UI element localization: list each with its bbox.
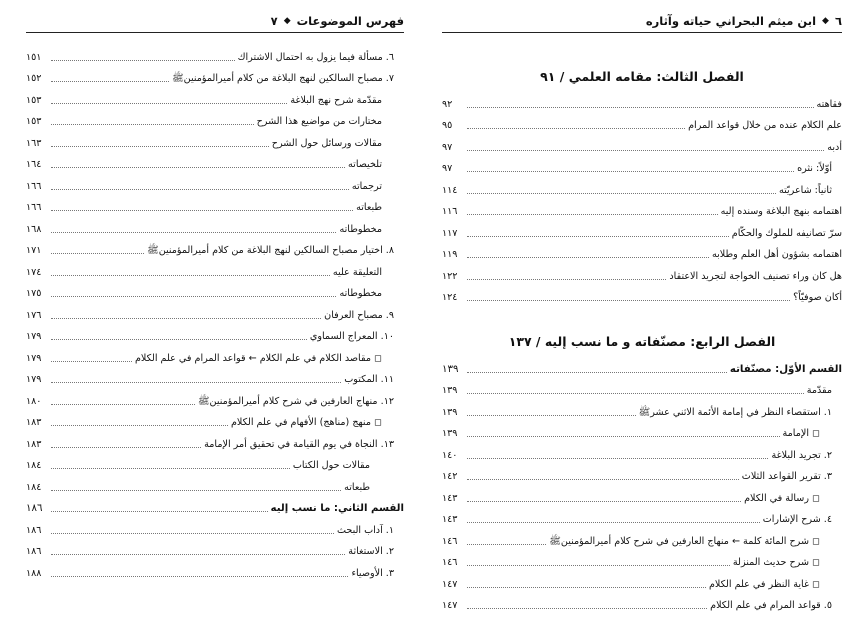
right-page-number: ٦ xyxy=(834,14,842,28)
toc-entry[interactable] xyxy=(442,591,842,613)
left-page xyxy=(26,0,404,639)
toc-entry-page: ١١٦ xyxy=(442,206,458,217)
dot-leader xyxy=(467,393,804,394)
dot-leader xyxy=(51,361,132,362)
left-toc xyxy=(26,42,404,580)
toc-entry[interactable] xyxy=(442,548,842,570)
toc-entry[interactable] xyxy=(442,197,842,219)
dot-leader xyxy=(467,458,768,459)
ornament-icon: ◆ xyxy=(822,16,829,26)
toc-entry-title: ثانياً: شاعريّته xyxy=(778,184,832,196)
toc-entry-page: ١١٧ xyxy=(442,227,458,239)
toc-entry-title: ٤. شرح الإشارات xyxy=(762,514,832,525)
toc-entry-title: ٩. مصباح العرفان xyxy=(324,309,394,321)
toc-entry-page: ١٤٣ xyxy=(442,514,458,525)
toc-entry[interactable] xyxy=(442,440,842,462)
toc-entry-page: ١١٤ xyxy=(442,184,458,196)
toc-entry[interactable] xyxy=(26,451,404,473)
toc-entry-page: ١٣٩ xyxy=(442,363,459,375)
dot-leader xyxy=(51,275,330,276)
toc-entry[interactable] xyxy=(442,132,842,154)
toc-entry-title: ٢. تجريد البلاغة xyxy=(771,449,832,461)
toc-entry[interactable] xyxy=(26,85,404,107)
toc-entry-page: ١٤٢ xyxy=(442,471,458,482)
right-header-title: ابن ميثم البحراني حياته وآثاره xyxy=(645,14,817,28)
dot-leader xyxy=(51,447,201,448)
toc-entry[interactable] xyxy=(442,261,842,283)
toc-entry-page: ١٣٩ xyxy=(442,428,458,439)
dot-leader xyxy=(467,128,685,129)
toc-entry-title: ◻ منهج (مناهج) الأفهام في علم الكلام xyxy=(230,417,382,428)
dot-leader xyxy=(51,468,290,469)
toc-entry-title: أدبه xyxy=(827,141,842,153)
toc-entry-title: التعليقة عليه xyxy=(332,266,382,278)
toc-entry[interactable] xyxy=(26,537,404,559)
toc-entry-title: فقاهته xyxy=(816,98,842,110)
dot-leader xyxy=(467,107,814,108)
toc-entry-title: مقدّمة xyxy=(806,385,832,396)
toc-entry-page: ١٨٣ xyxy=(26,438,42,450)
dot-leader xyxy=(51,124,254,125)
toc-entry[interactable] xyxy=(26,214,404,236)
toc-entry[interactable] xyxy=(442,283,842,305)
toc-entry[interactable] xyxy=(26,343,404,365)
dot-leader xyxy=(51,490,341,491)
dot-leader xyxy=(467,587,706,588)
toc-entry-page: ١٥٣ xyxy=(26,94,42,106)
toc-entry-page: ١٥١ xyxy=(26,51,42,63)
dot-leader xyxy=(467,501,741,502)
dot-leader xyxy=(51,232,336,233)
toc-entry[interactable] xyxy=(26,515,404,537)
dot-leader xyxy=(51,60,235,61)
toc-entry[interactable] xyxy=(26,42,404,64)
toc-entry[interactable] xyxy=(26,236,404,258)
toc-entry-title: القسم الأوّل: مصنّفاته xyxy=(729,363,842,375)
toc-entry-title: مقالات حول الكتاب xyxy=(292,460,370,471)
toc-entry-page: ١٥٢ xyxy=(26,73,42,84)
toc-entry-title: مختارات من مواضيع هذا الشرح xyxy=(256,116,382,127)
dot-leader xyxy=(467,236,729,237)
toc-entry-title: مخطوطاته xyxy=(339,288,382,299)
toc-entry[interactable] xyxy=(26,128,404,150)
left-header-title: فهرس الموضوعات xyxy=(296,14,404,28)
toc-entry-title: ◻ شرح المائة كلمة ← منهاج العارفين في شرح كلام أميرالمؤمنينﷺ xyxy=(549,535,820,547)
toc-entry-title: تلخيصاته xyxy=(348,159,382,170)
toc-entry[interactable] xyxy=(26,64,404,86)
toc-entry[interactable] xyxy=(26,279,404,301)
dot-leader xyxy=(51,103,287,104)
toc-entry-page: ١٧٥ xyxy=(26,288,42,299)
dot-leader xyxy=(51,404,195,405)
dot-leader xyxy=(467,479,739,480)
toc-entry-title: ◻ غاية النظر في علم الكلام xyxy=(708,578,820,590)
dot-leader xyxy=(51,425,228,426)
toc-entry-page: ١٣٩ xyxy=(442,406,458,418)
toc-entry-title: ◻ شرح حديث المنزلة xyxy=(732,557,820,568)
toc-entry-page: ١٤٧ xyxy=(442,600,458,611)
toc-entry-page: ١٨٨ xyxy=(26,567,42,579)
toc-entry-title: مقدّمة شرح نهج البلاغة xyxy=(290,94,382,106)
toc-entry-title: ٦. مسألة فيما يزول به احتمال الاشتراك xyxy=(237,51,394,63)
toc-entry-title: أوّلاً: نثره xyxy=(797,163,832,174)
toc-entry-title: ◻ الإمامة xyxy=(782,428,820,439)
toc-entry[interactable] xyxy=(26,365,404,387)
ornament-icon: ◆ xyxy=(283,16,291,26)
toc-entry[interactable] xyxy=(442,569,842,591)
chapter-heading: الفصل الرابع: مصنّفاته و ما نسب إليه / ١٣٧ xyxy=(508,334,776,349)
toc-entry-title: ◻ مقاصد الكلام في علم الكلام ← قواعد المرام في علم الكلام xyxy=(134,352,382,364)
dot-leader xyxy=(467,544,546,545)
toc-entry-title: القسم الثاني: ما نسب إليه xyxy=(270,503,404,514)
dot-leader xyxy=(51,253,144,254)
toc-entry[interactable] xyxy=(26,386,404,408)
dot-leader xyxy=(51,146,269,147)
right-page xyxy=(442,0,842,639)
toc-entry[interactable] xyxy=(442,505,842,527)
toc-entry-page: ٩٧ xyxy=(442,141,453,153)
dot-leader xyxy=(467,171,794,172)
left-page-number: ٧ xyxy=(270,14,278,28)
toc-entry-page: ١٨٦ xyxy=(26,503,43,514)
dot-leader xyxy=(467,279,666,280)
dot-leader xyxy=(467,193,776,194)
toc-entry-title: اهتمامه بشؤون أهل العلم وطلابه xyxy=(711,249,842,260)
toc-entry-page: ١٧٩ xyxy=(26,374,42,385)
toc-entry[interactable] xyxy=(442,354,842,376)
toc-entry[interactable] xyxy=(442,111,842,133)
toc-entry[interactable] xyxy=(26,150,404,172)
right-running-head xyxy=(442,10,842,33)
dot-leader xyxy=(467,300,790,301)
dot-leader xyxy=(51,382,341,383)
left-running-head xyxy=(26,10,404,33)
toc-entry[interactable] xyxy=(26,494,404,516)
toc-entry[interactable] xyxy=(26,257,404,279)
toc-entry-page: ٩٧ xyxy=(442,163,453,174)
toc-entry-page: ١٧٦ xyxy=(26,309,42,321)
dot-leader xyxy=(51,210,353,211)
toc-entry-page: ١٤٧ xyxy=(442,578,458,590)
toc-entry-page: ١٤٦ xyxy=(442,535,458,547)
toc-entry-page: ١٦٣ xyxy=(26,137,42,149)
toc-entry-title: ١٢. منهاج العارفين في شرح كلام أميرالمؤمنينﷺ xyxy=(197,395,394,407)
toc-entry-title: مقالات ورسائل حول الشرح xyxy=(271,137,382,149)
toc-entry-page: ١٨٠ xyxy=(26,395,42,407)
toc-entry[interactable] xyxy=(442,376,842,398)
toc-entry-page: ١٧٩ xyxy=(26,331,42,342)
toc-entry-title: ترجماته xyxy=(351,180,382,192)
toc-entry-title: ٣. الأوصياء xyxy=(351,567,394,579)
dot-leader xyxy=(51,533,334,534)
toc-entry-title: ١١. المكتوب xyxy=(344,374,394,385)
dot-leader xyxy=(51,318,321,319)
toc-entry-page: ١٨٤ xyxy=(26,481,42,493)
toc-entry-page: ١٢٤ xyxy=(442,292,458,303)
toc-entry-title: مخطوطاته xyxy=(339,223,382,235)
toc-entry[interactable] xyxy=(26,558,404,580)
toc-entry-page: ١٦٦ xyxy=(26,180,42,192)
toc-entry-page: ١٨٦ xyxy=(26,524,42,536)
toc-entry-page: ١٦٤ xyxy=(26,159,42,170)
toc-entry-page: ١٧١ xyxy=(26,245,42,256)
toc-entry[interactable] xyxy=(26,472,404,494)
dot-leader xyxy=(51,189,349,190)
toc-entry[interactable] xyxy=(442,218,842,240)
toc-entry[interactable] xyxy=(26,193,404,215)
toc-entry[interactable] xyxy=(442,154,842,176)
toc-entry-page: ٩٥ xyxy=(442,120,453,131)
toc-entry-title: سرّ تصانيفه للملوك والحكّام xyxy=(731,227,842,239)
toc-entry-title: ◻ رسالة في الكلام xyxy=(744,492,820,504)
dot-leader xyxy=(467,522,760,523)
toc-entry-page: ١٧٩ xyxy=(26,352,42,364)
dot-leader xyxy=(467,608,707,609)
toc-entry-title: ١. آداب البحث xyxy=(336,524,394,536)
toc-entry[interactable] xyxy=(442,240,842,262)
toc-entry[interactable] xyxy=(442,462,842,484)
dot-leader xyxy=(51,339,307,340)
toc-entry-page: ١٨٣ xyxy=(26,417,42,428)
toc-entry[interactable] xyxy=(26,408,404,430)
toc-entry-title: ٨. اختيار مصباح السالكين لنهج البلاغة من كلام أميرالمؤمنينﷺ xyxy=(147,245,394,256)
dot-leader xyxy=(467,415,636,416)
toc-entry-title: ١. استقصاء النظر في إمامة الأئمة الاثني عشرﷺ xyxy=(638,406,832,418)
toc-entry[interactable] xyxy=(442,175,842,197)
toc-entry-title: ٢. الاستغاثة xyxy=(348,546,394,557)
toc-entry-page: ١٣٩ xyxy=(442,385,458,396)
toc-entry[interactable] xyxy=(442,397,842,419)
toc-entry-page: ١٤٣ xyxy=(442,492,458,504)
right-toc xyxy=(442,40,842,612)
toc-entry-title: طبعاته xyxy=(344,481,370,493)
dot-leader xyxy=(51,167,345,168)
toc-entry-title: ١٠. المعراج السماوي xyxy=(309,331,394,342)
toc-entry-page: ١٥٣ xyxy=(26,116,42,127)
toc-entry-page: ١١٩ xyxy=(442,249,458,260)
toc-entry-title: طبعاته xyxy=(356,202,382,213)
dot-leader xyxy=(51,81,169,82)
dot-leader xyxy=(51,296,336,297)
dot-leader xyxy=(51,576,348,577)
toc-entry-title: هل كان وراء تصنيف الخواجة لتجريد الاعتقاد xyxy=(669,270,842,282)
dot-leader xyxy=(51,511,268,512)
toc-entry[interactable] xyxy=(442,419,842,441)
dot-leader xyxy=(467,150,824,151)
dot-leader xyxy=(467,214,718,215)
toc-entry[interactable] xyxy=(442,89,842,111)
toc-entry-page: ١٤٠ xyxy=(442,449,458,461)
toc-entry[interactable] xyxy=(442,483,842,505)
toc-entry-title: علم الكلام عنده من خلال قواعد المرام xyxy=(688,120,842,131)
dot-leader xyxy=(51,554,345,555)
toc-entry-page: ١٤٦ xyxy=(442,557,458,568)
toc-entry-page: ٩٢ xyxy=(442,98,453,110)
toc-entry-page: ١٢٢ xyxy=(442,270,458,282)
toc-entry[interactable] xyxy=(442,526,842,548)
toc-entry[interactable] xyxy=(26,171,404,193)
toc-entry[interactable] xyxy=(26,300,404,322)
chapter-heading: الفصل الثالث: مقامه العلمي / ٩١ xyxy=(540,69,744,84)
toc-entry-title: ٧. مصباح السالكين لنهج البلاغة من كلام أميرالمؤمنينﷺ xyxy=(172,73,394,84)
dot-leader xyxy=(467,372,727,373)
toc-entry-page: ١٨٤ xyxy=(26,460,42,471)
toc-entry-title: ١٣. النجاة في يوم القيامة في تحقيق أمر الإمامة xyxy=(204,438,394,450)
toc-entry-page: ١٧٤ xyxy=(26,266,42,278)
toc-entry[interactable] xyxy=(26,429,404,451)
toc-entry-title: أكان صوفيّاً؟ xyxy=(793,292,842,303)
dot-leader xyxy=(467,257,709,258)
toc-entry[interactable] xyxy=(26,322,404,344)
toc-entry-title: اهتمامه بنهج البلاغة وسنده إليه xyxy=(720,206,842,217)
dot-leader xyxy=(467,436,780,437)
toc-entry-title: ٥. قواعد المرام في علم الكلام xyxy=(710,600,832,611)
dot-leader xyxy=(467,565,730,566)
toc-entry-title: ٣. تقرير القواعد الثلاث xyxy=(741,471,832,482)
toc-entry[interactable] xyxy=(26,107,404,129)
toc-entry-page: ١٦٦ xyxy=(26,202,42,213)
toc-entry-page: ١٦٨ xyxy=(26,223,42,235)
toc-entry-page: ١٨٦ xyxy=(26,546,42,557)
